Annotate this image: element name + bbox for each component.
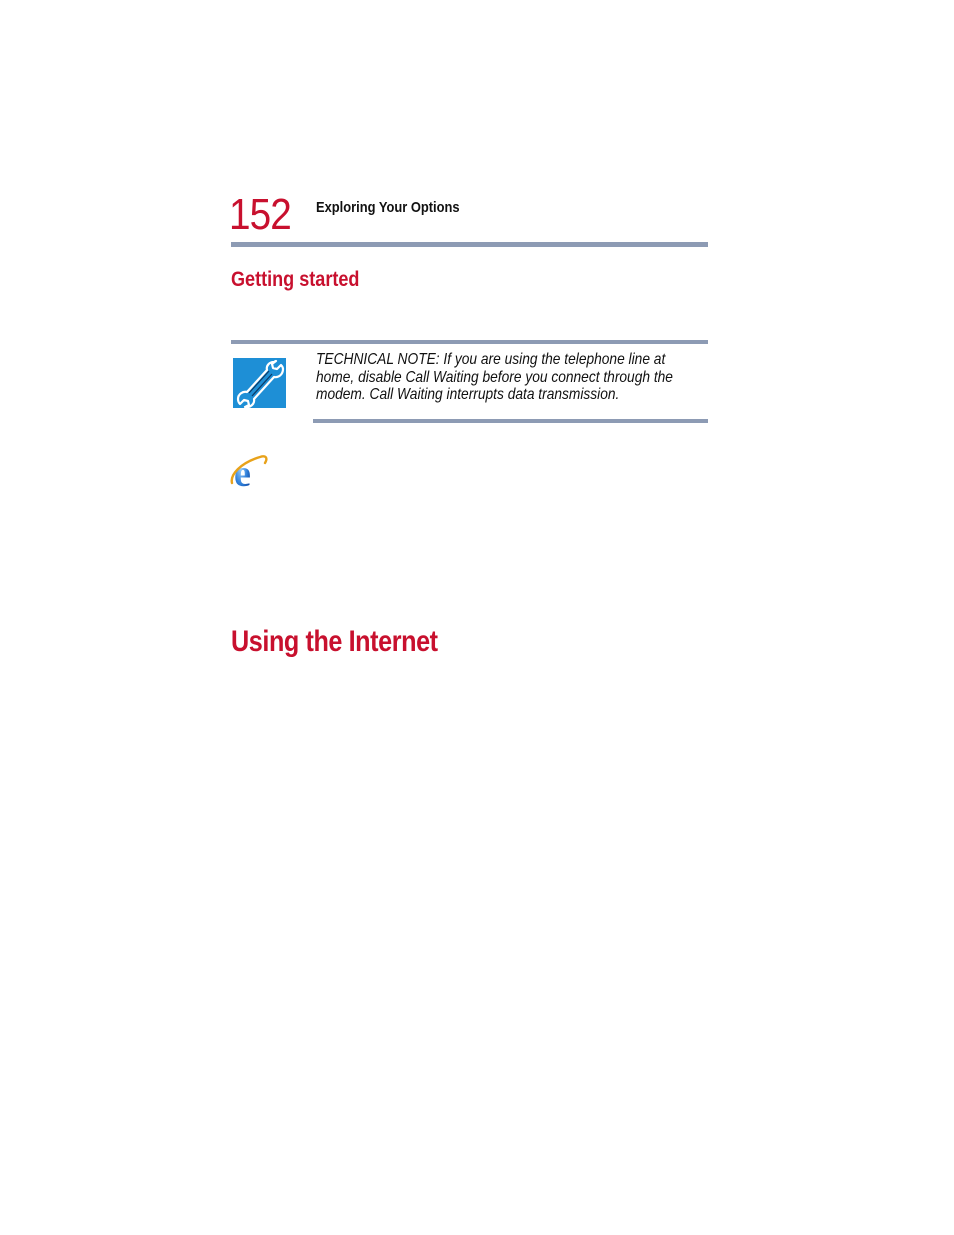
- page-number: 152: [229, 190, 291, 239]
- running-head: Exploring Your Options: [316, 199, 460, 216]
- technical-note-line: home, disable Call Waiting before you connect through the: [316, 368, 673, 386]
- section-heading: Getting started: [231, 268, 360, 291]
- technical-note-line: TECHNICAL NOTE: If you are using the telephone line at: [316, 351, 666, 368]
- technical-note-text: [316, 351, 677, 404]
- note-rule-top: [231, 340, 708, 344]
- chapter-heading: Using the Internet: [231, 625, 438, 658]
- internet-explorer-icon: [230, 453, 268, 491]
- svg-text:e: e: [234, 453, 251, 491]
- technical-note-line: modem. Call Waiting interrupts data transmission.: [316, 386, 620, 403]
- wrench-icon: [233, 358, 286, 408]
- header-rule: [231, 242, 708, 247]
- note-rule-bottom: [313, 419, 708, 423]
